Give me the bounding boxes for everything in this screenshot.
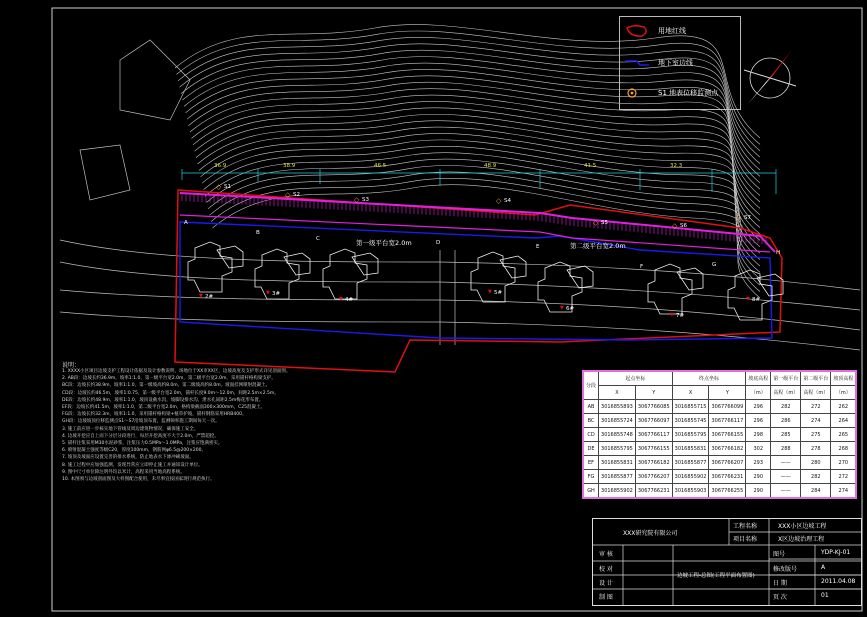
building-outline (567, 266, 593, 288)
field-value: 01 (821, 592, 829, 599)
table-cell: —— (771, 456, 801, 470)
table-cell: —— (771, 470, 801, 484)
project-label: 工程名称 (733, 523, 758, 530)
table-subheader-cell: X (599, 386, 636, 400)
table-cell: 293 (746, 456, 771, 470)
table-subheader-cell: X (672, 386, 709, 400)
notes-title: 说明： (62, 362, 81, 369)
table-row (583, 456, 856, 470)
item-label: 项目名称 (733, 536, 758, 543)
building-outline (728, 270, 772, 320)
segment-point-label: H (776, 250, 781, 256)
dimension-label: 41.5 (584, 163, 597, 169)
building-outline (188, 242, 232, 292)
table-subheader-row (583, 386, 856, 400)
table-cell: 3016855902 (599, 484, 636, 499)
segment-point-label: A (184, 220, 188, 226)
field-label: 图号 (773, 551, 786, 558)
table-subheader-cell: Y (635, 386, 672, 400)
note-line: 6. 喷射混凝土强度等级C20，厚度100mm，钢筋网φ6.5@200×200。 (62, 448, 207, 454)
table-cell: 3067766155 (709, 428, 746, 442)
note-line: 8. 施工过程中应加强监测，发现异常应立即停止施工并通知设计单位。 (62, 462, 203, 468)
survey-point-icon: ◇ (285, 191, 291, 199)
design-notes (62, 368, 582, 483)
note-line: 9. 图中尺寸单位除注明外均以米计，高程采用当地高程系统。 (62, 469, 185, 475)
table-cell: GH (583, 484, 599, 499)
building-outline (323, 249, 367, 299)
table-header-row (583, 371, 856, 386)
table-header-cell: 坡底高程 (746, 371, 771, 386)
table-cell: 3067766231 (709, 470, 746, 484)
table-cell: 286 (771, 414, 801, 428)
table-row (583, 484, 856, 499)
table-cell: 3016855903 (672, 484, 709, 499)
table-subheader-cell: 高程（m） (801, 386, 831, 400)
table-cell: —— (771, 484, 801, 499)
table-cell: FG (583, 470, 599, 484)
note-line: 10. 本图须与边坡剖面图及大样图配合使用，未尽事宜按国家现行规范执行。 (62, 477, 215, 483)
table-cell: 3016855902 (672, 470, 709, 484)
table-row (583, 414, 856, 428)
legend (619, 16, 741, 110)
table-cell: 3067766117 (635, 428, 672, 442)
table-cell: 268 (831, 442, 857, 456)
table-cell: EF (583, 456, 599, 470)
table-cell: 285 (771, 428, 801, 442)
table-cell: 3016855877 (672, 456, 709, 470)
survey-point-label: S4 (504, 198, 511, 204)
table-cell: 272 (831, 470, 857, 484)
legend-label: S1 地表位移监测点 (658, 89, 719, 97)
title-block (592, 518, 862, 606)
company-name: XXX研究院有限公司 (623, 530, 678, 537)
table-cell: 275 (801, 428, 831, 442)
segment-point-label: G (712, 262, 717, 268)
note-line: 5. 锚杆注浆采用M30水泥砂浆，注浆压力0.5MPa～1.0MPa，注浆应饱满密实。 (62, 441, 223, 447)
survey-point-label: S6 (680, 223, 687, 229)
table-cell: 3016855748 (599, 428, 636, 442)
project-value: XXX小区边坡工程 (778, 523, 827, 530)
building-marker-icon: ▼ (339, 296, 343, 302)
survey-point-icon: ◇ (496, 197, 502, 205)
property-red-line (175, 190, 782, 372)
note-line: 1. XXXX小区项目边坡支护工程设计依据及设计参数说明，场地位于XX市XX区，边坡高度及支护形式详见剖面图。 (62, 369, 291, 374)
role-review: 审 核 (599, 551, 613, 558)
building-label: 8# (752, 297, 761, 303)
building-outline (217, 246, 243, 268)
table-header-cell: 起点坐标 (599, 371, 673, 386)
table-cell: 282 (801, 470, 831, 484)
survey-point-icon: ◇ (216, 183, 222, 191)
building-marker-icon: ▼ (199, 293, 203, 299)
segment-point-label: C (316, 236, 320, 242)
table-cell: 3067766182 (709, 442, 746, 456)
table-cell: 278 (801, 442, 831, 456)
table-cell: 290 (746, 470, 771, 484)
dimension-label: 38.9 (283, 163, 296, 169)
building-label: 7# (676, 313, 685, 319)
table-subheader-cell: （m） (831, 386, 857, 400)
role-design: 设 计 (599, 580, 613, 587)
table-cell: 3067766182 (635, 456, 672, 470)
red-outline-icon (624, 24, 650, 38)
table-row (583, 400, 856, 414)
table-cell: 296 (746, 414, 771, 428)
blue-line-icon (624, 56, 650, 70)
table-row (583, 470, 856, 484)
table-cell: CD (583, 428, 599, 442)
table-cell: 284 (801, 484, 831, 499)
role-draw: 制 图 (599, 594, 613, 601)
drawing-title: 边坡工程-总图(工程平面布置图) (677, 573, 755, 579)
platform-label-first: 第一级平台宽2.0m (356, 239, 412, 247)
survey-point-label: S2 (293, 192, 300, 198)
table-cell: 280 (801, 456, 831, 470)
dimension-label: 36.9 (214, 163, 227, 169)
table-cell: 3016855831 (599, 456, 636, 470)
table-cell: 3016855877 (599, 470, 636, 484)
survey-point-icon: ◇ (672, 222, 678, 230)
note-line: 3. 施工前应进一步核实地下管线及周边建筑物情况，确保施工安全。 (62, 426, 199, 432)
table-cell: DE (583, 442, 599, 456)
table-header-cell: 第一级平台 (771, 371, 801, 386)
table-cell: 3016855745 (672, 414, 709, 428)
table-cell: 3067766255 (709, 484, 746, 499)
table-subheader-cell: 高程（m） (771, 386, 801, 400)
table-header-cell: 第二级平台 (801, 371, 831, 386)
survey-point-icon: ◇ (593, 219, 599, 227)
note-line: GH段：边坡坡顶位移监测点S1～S7沿坡顶布置，监测频率施工期间每天一次。 (62, 419, 220, 425)
building-label: 5# (494, 290, 503, 296)
building-label: 6# (566, 306, 575, 312)
table-subheader-cell: （m） (746, 386, 771, 400)
building-outline (500, 256, 526, 278)
table-cell: 3067766117 (709, 414, 746, 428)
role-check: 校 对 (599, 566, 613, 573)
building-marker-icon: ▼ (560, 305, 564, 311)
table-cell: 3016855893 (599, 400, 636, 414)
building-outline (284, 253, 310, 275)
table-cell: 298 (746, 428, 771, 442)
table-row (583, 442, 856, 456)
table-cell: 290 (746, 484, 771, 499)
building-label: 4# (345, 297, 354, 303)
table-header-cell: 坡顶高程 (831, 371, 857, 386)
table-cell: 3016855831 (672, 442, 709, 456)
table-subheader-cell: Y (709, 386, 746, 400)
table-cell: 302 (746, 442, 771, 456)
building-label: 2# (205, 294, 214, 300)
dimension-label: 46.5 (374, 163, 387, 169)
table-cell: 265 (831, 428, 857, 442)
note-line: DE段：边坡长约48.9m，坡率1:1.0，坡顶设截水沟，坡脚设排水沟，泄水孔间距2.5m梅花形布置。 (62, 397, 264, 403)
survey-point-label: S7 (744, 215, 751, 221)
table-cell: 296 (746, 400, 771, 414)
table-cell: 282 (771, 400, 801, 414)
table-cell: 3067766099 (709, 400, 746, 414)
table-header-cell: 终点坐标 (672, 371, 746, 386)
survey-point-icon: ◇ (736, 214, 742, 222)
table-cell: 3067766085 (635, 400, 672, 414)
note-line: CD段：边坡长约46.5m，坡率1:0.75，第一级平台宽2.0m，锚杆长度9.0m～12.0m，间距2.5m×2.5m。 (62, 390, 279, 396)
north-arrow-icon (744, 50, 796, 104)
legend-label: 地下室边线 (658, 59, 693, 67)
segment-point-label: E (536, 244, 540, 250)
table-cell: BC (583, 414, 599, 428)
table-cell: 3067766231 (635, 484, 672, 499)
building-marker-icon: ▼ (488, 289, 492, 295)
table-header-cell: 分段 (583, 371, 599, 400)
note-line: BC段：边坡长约38.9m，坡率1:1.0，第一级坡高约8.0m，第二级坡高约8.0m，坡面挂网喷射混凝土。 (62, 383, 271, 389)
legend-item (624, 55, 693, 71)
field-value: A (821, 564, 826, 571)
field-label: 页 次 (773, 594, 787, 601)
survey-point-icon (624, 86, 650, 100)
table-cell: 264 (831, 414, 857, 428)
table-cell: 3016855795 (599, 442, 636, 456)
building-outline (677, 268, 703, 290)
table-cell: 3067766207 (635, 470, 672, 484)
legend-item (624, 23, 686, 39)
table-cell: AB (583, 400, 599, 414)
building-label: 3# (272, 291, 281, 297)
table-cell: 274 (801, 414, 831, 428)
coordinates-table (582, 370, 857, 499)
table-cell: 274 (831, 484, 857, 499)
field-label: 日 期 (773, 580, 787, 587)
building-marker-icon: ▼ (670, 312, 674, 318)
segment-point-label: D (436, 240, 441, 246)
table-cell: 288 (771, 442, 801, 456)
building-outline (471, 252, 515, 302)
building-marker-icon: ▼ (266, 290, 270, 296)
dimension-label: 32.3 (670, 163, 683, 169)
field-value: 2011.04.08 (821, 578, 856, 585)
table-cell: 3067766155 (635, 442, 672, 456)
table-cell: 3067766097 (635, 414, 672, 428)
table-cell: 3016855724 (599, 414, 636, 428)
note-line: 4. 边坡开挖应自上而下分层分段进行，每层开挖高度不大于2.0m，严禁超挖。 (62, 433, 219, 439)
table-cell: 3016855715 (672, 400, 709, 414)
building-marker-icon: ▼ (746, 296, 750, 302)
item-value: X区边坡治理工程 (778, 536, 825, 543)
dimension-line (182, 169, 776, 194)
legend-item (624, 85, 718, 101)
legend-label: 用地红线 (658, 27, 686, 35)
note-line: FG段：边坡长约32.3m，坡率1:1.0，采用锚杆格构梁+植草护坡，锚杆钢筋采用HRB400。 (62, 412, 247, 418)
note-line: EF段：边坡长约41.5m，坡率1:1.0，第二级平台宽2.0m，格构梁截面300×300mm，C25混凝土。 (62, 405, 265, 411)
note-line: 2. AB段：边坡长约36.9m，坡率1:1.0，第一级平台宽2.0m，第二级平台宽2.0m，采用锚杆格构梁支护。 (62, 376, 276, 382)
survey-point-icon: ◇ (354, 196, 360, 204)
table-cell: 262 (831, 400, 857, 414)
table-cell: 272 (801, 400, 831, 414)
table-cell: 3016855795 (672, 428, 709, 442)
field-value: YDP-KJ-01 (821, 549, 851, 556)
table-cell: 3067766207 (709, 456, 746, 470)
survey-point-label: S3 (362, 197, 369, 203)
survey-point-label: S5 (601, 220, 608, 226)
field-label: 修改版号 (773, 566, 798, 573)
dimension-label: 48.9 (484, 163, 497, 169)
building-outline (352, 253, 378, 275)
platform-label-second: 第二级平台宽2.0m (570, 242, 626, 250)
table-cell: 270 (831, 456, 857, 470)
note-line: 7. 坡顶及坡面应设置完善的排水系统，防止地表水下渗冲刷坡面。 (62, 455, 194, 461)
table-row (583, 428, 856, 442)
survey-point-label: S1 (224, 184, 231, 190)
segment-point-label: B (256, 230, 260, 236)
segment-point-label: F (640, 264, 644, 270)
